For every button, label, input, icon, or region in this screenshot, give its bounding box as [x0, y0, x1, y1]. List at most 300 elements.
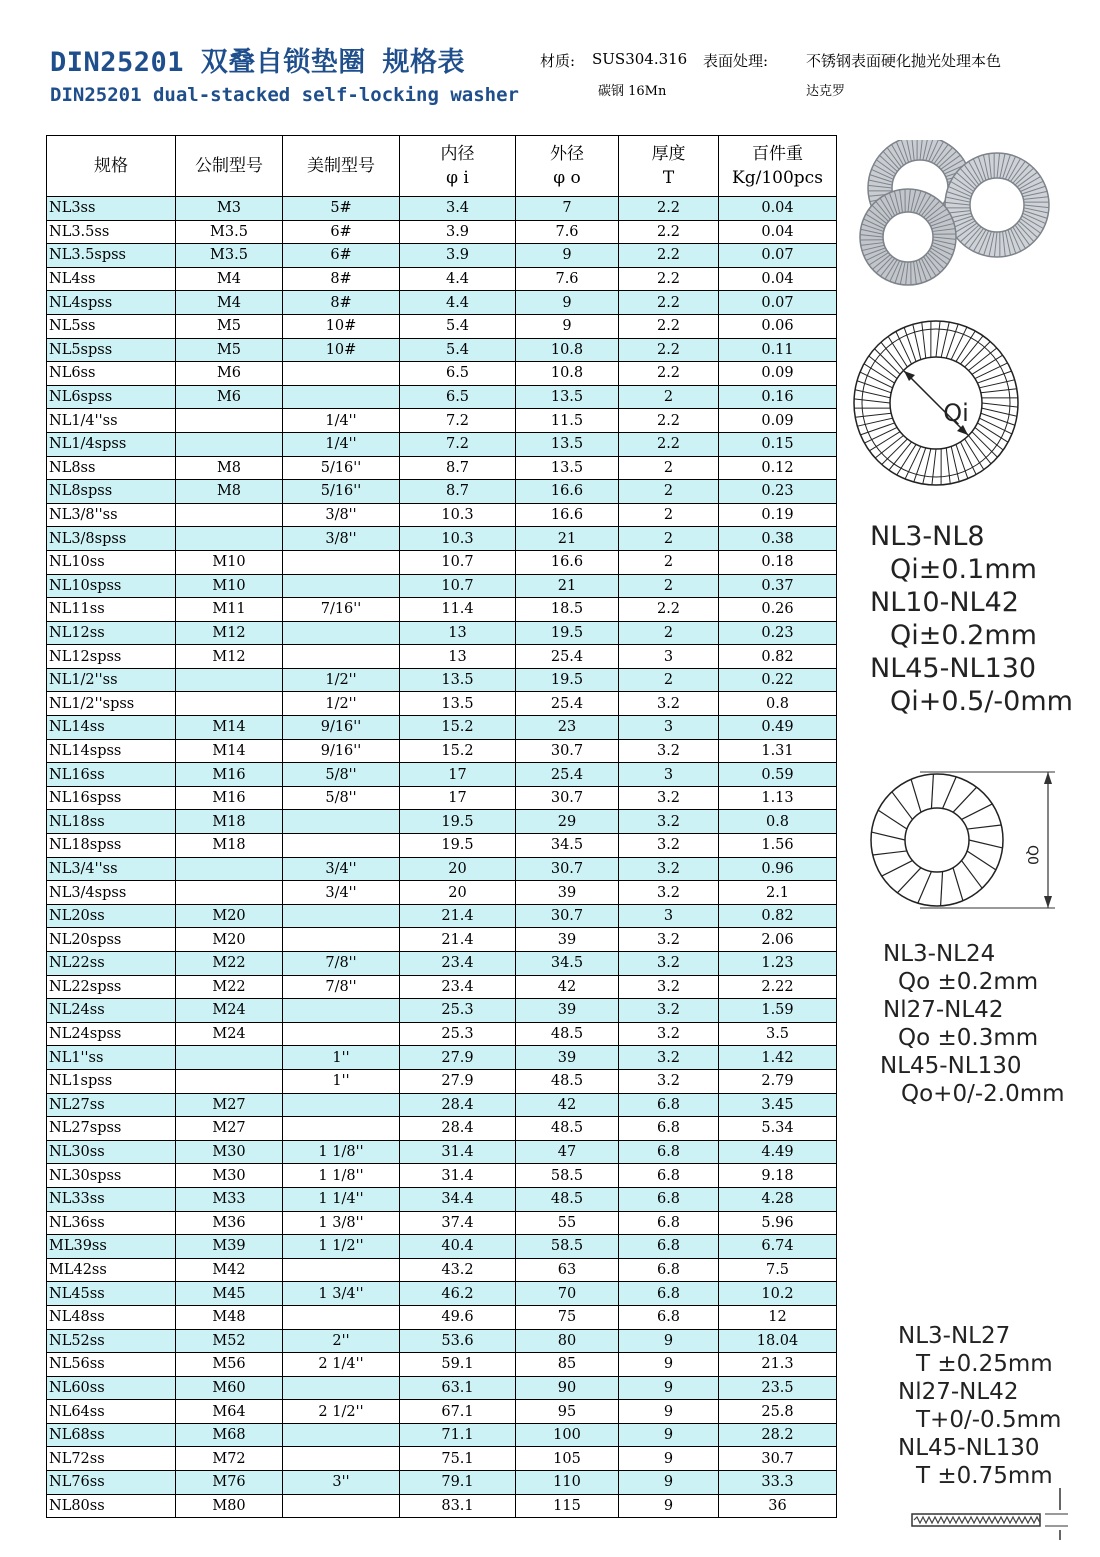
table-cell: 3.9 — [400, 244, 516, 268]
note-line: T+0/-0.5mm — [916, 1407, 1062, 1433]
table-cell: 3.2 — [619, 857, 719, 881]
table-cell: 2.2 — [619, 267, 719, 291]
table-cell: 31.4 — [400, 1164, 516, 1188]
table-cell: ML42ss — [47, 1258, 176, 1282]
table-row — [47, 220, 837, 244]
table-row — [47, 975, 837, 999]
note-line: NL45-NL130 — [880, 1053, 1022, 1079]
table-cell: 16.6 — [516, 503, 619, 527]
table-cell: M20 — [176, 928, 283, 952]
table-cell: NL48ss — [47, 1305, 176, 1329]
table-cell: 0.26 — [719, 598, 837, 622]
table-cell: 49.6 — [400, 1305, 516, 1329]
table-cell: 80 — [516, 1329, 619, 1353]
table-row — [47, 881, 837, 905]
material-label: 材质: — [540, 52, 576, 70]
table-cell: NL10ss — [47, 550, 176, 574]
table-cell — [283, 904, 400, 928]
table-cell: NL52ss — [47, 1329, 176, 1353]
table-cell: M3.5 — [176, 220, 283, 244]
table-cell: 5.34 — [719, 1117, 837, 1141]
table-cell: 4.4 — [400, 291, 516, 315]
note-line: NL3-NL8 — [870, 521, 985, 552]
table-cell: 85 — [516, 1353, 619, 1377]
table-cell: 17 — [400, 786, 516, 810]
table-cell: 0.22 — [719, 668, 837, 692]
table-cell: 33.3 — [719, 1471, 837, 1495]
washer-thickness-drawing-icon — [912, 1488, 1068, 1540]
table-body — [47, 197, 837, 1518]
table-row — [47, 739, 837, 763]
table-cell: 9 — [516, 244, 619, 268]
table-cell: 19.5 — [400, 834, 516, 858]
table-cell — [283, 1423, 400, 1447]
table-cell: NL3.5spss — [47, 244, 176, 268]
table-cell: 46.2 — [400, 1282, 516, 1306]
table-cell: NL11ss — [47, 598, 176, 622]
table-cell: 10.3 — [400, 503, 516, 527]
table-cell: 5.4 — [400, 314, 516, 338]
table-cell: 1'' — [283, 1046, 400, 1070]
table-row — [47, 1164, 837, 1188]
table-cell: 70 — [516, 1282, 619, 1306]
table-cell: 7.5 — [719, 1258, 837, 1282]
table-cell: M30 — [176, 1164, 283, 1188]
table-cell: 2 — [619, 527, 719, 551]
table-row — [47, 1211, 837, 1235]
table-cell: NL4ss — [47, 267, 176, 291]
table-row — [47, 857, 837, 881]
note-line: Qo+0/-2.0mm — [901, 1081, 1065, 1107]
table-cell: M10 — [176, 574, 283, 598]
table-cell: 2.2 — [619, 291, 719, 315]
table-cell: M27 — [176, 1093, 283, 1117]
table-cell: 16.6 — [516, 480, 619, 504]
table-row — [47, 1400, 837, 1424]
washer-qo-drawing-icon — [871, 772, 1055, 908]
table-cell: NL72ss — [47, 1447, 176, 1471]
table-cell: 0.04 — [719, 267, 837, 291]
table-cell: NL33ss — [47, 1187, 176, 1211]
table-cell: 23 — [516, 716, 619, 740]
table-cell: 1.59 — [719, 999, 837, 1023]
note-line: Qo ±0.3mm — [898, 1025, 1039, 1051]
table-cell: 31.4 — [400, 1140, 516, 1164]
note-line: Qi±0.1mm — [890, 554, 1037, 585]
table-cell: 0.16 — [719, 385, 837, 409]
table-row — [47, 1117, 837, 1141]
table-cell: NL14ss — [47, 716, 176, 740]
table-cell: NL6ss — [47, 362, 176, 386]
table-row — [47, 1305, 837, 1329]
table-cell — [283, 928, 400, 952]
table-cell: NL8ss — [47, 456, 176, 480]
table-cell: M39 — [176, 1235, 283, 1259]
table-cell: 4.4 — [400, 267, 516, 291]
table-cell: 21.4 — [400, 904, 516, 928]
table-cell: 6.8 — [619, 1164, 719, 1188]
table-cell: M80 — [176, 1494, 283, 1518]
table-cell: 0.49 — [719, 716, 837, 740]
table-row — [47, 244, 837, 268]
table-cell: 6.74 — [719, 1235, 837, 1259]
table-header-row — [47, 136, 837, 197]
table-row — [47, 598, 837, 622]
table-cell: 3 — [619, 716, 719, 740]
note-line: NL3-NL27 — [898, 1323, 1011, 1349]
table-cell: 21 — [516, 527, 619, 551]
table-cell: 115 — [516, 1494, 619, 1518]
table-cell: 2.2 — [619, 338, 719, 362]
table-cell: 23.4 — [400, 975, 516, 999]
table-cell: 23.4 — [400, 952, 516, 976]
note-line: Nl27-NL42 — [898, 1379, 1019, 1405]
table-cell: M72 — [176, 1447, 283, 1471]
table-row — [47, 668, 837, 692]
table-cell — [283, 1093, 400, 1117]
table-cell — [176, 1046, 283, 1070]
table-cell: M30 — [176, 1140, 283, 1164]
table-cell: 95 — [516, 1400, 619, 1424]
table-row — [47, 1353, 837, 1377]
table-cell: 90 — [516, 1376, 619, 1400]
table-cell: 8.7 — [400, 456, 516, 480]
table-cell: M18 — [176, 834, 283, 858]
table-cell: NL12ss — [47, 621, 176, 645]
table-cell: 3.2 — [619, 881, 719, 905]
table-cell — [283, 999, 400, 1023]
table-cell: M18 — [176, 810, 283, 834]
table-cell: 13 — [400, 621, 516, 645]
table-cell: 1.42 — [719, 1046, 837, 1070]
table-cell: M4 — [176, 267, 283, 291]
table-cell: 2 — [619, 385, 719, 409]
table-cell: 18.04 — [719, 1329, 837, 1353]
table-cell: 8# — [283, 267, 400, 291]
table-cell: 0.18 — [719, 550, 837, 574]
table-cell: 39 — [516, 928, 619, 952]
table-cell: M27 — [176, 1117, 283, 1141]
table-cell: NL27spss — [47, 1117, 176, 1141]
table-cell: 6.8 — [619, 1187, 719, 1211]
table-cell: 6.8 — [619, 1305, 719, 1329]
table-cell: NL16ss — [47, 763, 176, 787]
table-cell: 9 — [619, 1400, 719, 1424]
table-cell: M20 — [176, 904, 283, 928]
table-cell — [283, 1447, 400, 1471]
table-row — [47, 645, 837, 669]
table-row — [47, 362, 837, 386]
table-cell: 9 — [619, 1471, 719, 1495]
table-cell — [283, 645, 400, 669]
table-cell: 2 — [619, 480, 719, 504]
table-cell: 9.18 — [719, 1164, 837, 1188]
table-cell: 6.8 — [619, 1282, 719, 1306]
table-cell: NL60ss — [47, 1376, 176, 1400]
table-cell: 2 — [619, 621, 719, 645]
table-cell: 3.2 — [619, 810, 719, 834]
table-cell: NL5spss — [47, 338, 176, 362]
table-cell: NL1spss — [47, 1069, 176, 1093]
table-cell: 0.12 — [719, 456, 837, 480]
table-cell: M5 — [176, 314, 283, 338]
table-cell: 4.49 — [719, 1140, 837, 1164]
table-cell: 17 — [400, 763, 516, 787]
table-row — [47, 574, 837, 598]
table-cell: 39 — [516, 1046, 619, 1070]
table-cell: 3 — [619, 904, 719, 928]
table-cell: NL80ss — [47, 1494, 176, 1518]
table-cell — [176, 692, 283, 716]
table-cell: 25.4 — [516, 645, 619, 669]
table-cell: NL36ss — [47, 1211, 176, 1235]
table-cell: NL1/4''ss — [47, 409, 176, 433]
page-title: DIN25201 双叠自锁垫圈 规格表 — [50, 47, 466, 78]
table-cell: M33 — [176, 1187, 283, 1211]
table-cell: 6# — [283, 220, 400, 244]
table-cell: 59.1 — [400, 1353, 516, 1377]
table-cell — [176, 409, 283, 433]
table-cell: 0.04 — [719, 220, 837, 244]
table-cell: M6 — [176, 385, 283, 409]
table-cell: NL3.5ss — [47, 220, 176, 244]
table-cell: 1 3/8'' — [283, 1211, 400, 1235]
table-cell: 25.3 — [400, 999, 516, 1023]
table-row — [47, 1140, 837, 1164]
table-cell: 15.2 — [400, 739, 516, 763]
table-cell: 19.5 — [400, 810, 516, 834]
table-cell: 3.2 — [619, 834, 719, 858]
table-row — [47, 1046, 837, 1070]
table-cell — [176, 857, 283, 881]
table-cell: 7/8'' — [283, 952, 400, 976]
table-cell: 1 1/4'' — [283, 1187, 400, 1211]
table-cell: M60 — [176, 1376, 283, 1400]
table-cell: 7.6 — [516, 267, 619, 291]
table-cell: M56 — [176, 1353, 283, 1377]
table-cell: M12 — [176, 645, 283, 669]
table-cell: 2 — [619, 503, 719, 527]
table-cell: M5 — [176, 338, 283, 362]
table-cell: 13 — [400, 645, 516, 669]
table-cell: 47 — [516, 1140, 619, 1164]
table-cell: 10.7 — [400, 574, 516, 598]
table-cell: 3'' — [283, 1471, 400, 1495]
surface-label: 表面处理: — [703, 52, 769, 70]
table-cell: 75.1 — [400, 1447, 516, 1471]
table-cell: 3.2 — [619, 1069, 719, 1093]
table-cell: 21 — [516, 574, 619, 598]
table-cell: 21.4 — [400, 928, 516, 952]
table-cell: 20 — [400, 881, 516, 905]
table-cell — [283, 550, 400, 574]
table-cell: 0.82 — [719, 904, 837, 928]
table-cell: 1 1/8'' — [283, 1140, 400, 1164]
table-cell: 3.2 — [619, 1046, 719, 1070]
table-cell: 3/8'' — [283, 527, 400, 551]
note-line: Qi+0.5/-0mm — [890, 686, 1073, 717]
table-cell: 39 — [516, 881, 619, 905]
table-cell — [283, 574, 400, 598]
table-cell: 0.07 — [719, 291, 837, 315]
table-cell: M8 — [176, 456, 283, 480]
table-cell: 21.3 — [719, 1353, 837, 1377]
table-cell: 83.1 — [400, 1494, 516, 1518]
table-cell: 6.8 — [619, 1211, 719, 1235]
table-cell: 30.7 — [516, 857, 619, 881]
table-cell: 79.1 — [400, 1471, 516, 1495]
table-cell — [283, 1376, 400, 1400]
table-cell: M22 — [176, 952, 283, 976]
table-row — [47, 834, 837, 858]
table-cell: 3 — [619, 645, 719, 669]
table-cell: 5# — [283, 197, 400, 221]
table-cell: 1/4'' — [283, 409, 400, 433]
table-cell: NL3/8spss — [47, 527, 176, 551]
table-cell: 67.1 — [400, 1400, 516, 1424]
table-cell: NL64ss — [47, 1400, 176, 1424]
column-header: 外径 φ o — [516, 136, 619, 197]
table-cell — [283, 621, 400, 645]
note-line: Qo ±0.2mm — [898, 969, 1039, 995]
table-cell: 75 — [516, 1305, 619, 1329]
table-cell: NL5ss — [47, 314, 176, 338]
table-cell: 8.7 — [400, 480, 516, 504]
table-cell: 0.04 — [719, 197, 837, 221]
table-cell — [176, 527, 283, 551]
table-cell: 2.2 — [619, 409, 719, 433]
table-cell: 6.5 — [400, 385, 516, 409]
table-cell: 3.5 — [719, 1022, 837, 1046]
table-cell: 10# — [283, 338, 400, 362]
table-cell: 48.5 — [516, 1022, 619, 1046]
table-cell: M8 — [176, 480, 283, 504]
table-row — [47, 999, 837, 1023]
table-cell — [283, 1022, 400, 1046]
table-cell: 0.19 — [719, 503, 837, 527]
table-cell: 1 3/4'' — [283, 1282, 400, 1306]
table-cell — [176, 432, 283, 456]
table-cell: 13.5 — [516, 456, 619, 480]
table-cell: 1 1/8'' — [283, 1164, 400, 1188]
table-cell: 3.2 — [619, 739, 719, 763]
table-cell: 18.5 — [516, 598, 619, 622]
table-cell: 0.23 — [719, 621, 837, 645]
note-line: NL10-NL42 — [870, 587, 1019, 618]
table-cell: 105 — [516, 1447, 619, 1471]
table-cell: 48.5 — [516, 1117, 619, 1141]
qi-tolerance-notes — [870, 520, 1073, 718]
column-header: 百件重 Kg/100pcs — [719, 136, 837, 197]
table-cell: 13.5 — [400, 692, 516, 716]
column-header: 规格 — [47, 136, 176, 197]
table-cell — [176, 881, 283, 905]
t-tolerance-notes — [898, 1322, 1061, 1490]
table-cell: M24 — [176, 1022, 283, 1046]
table-cell: 6.8 — [619, 1117, 719, 1141]
table-row — [47, 197, 837, 221]
table-cell: 3.2 — [619, 952, 719, 976]
table-cell: 2.22 — [719, 975, 837, 999]
table-cell: 10.8 — [516, 362, 619, 386]
table-cell: M14 — [176, 739, 283, 763]
table-cell: 37.4 — [400, 1211, 516, 1235]
table-row — [47, 480, 837, 504]
table-cell: 36 — [719, 1494, 837, 1518]
table-cell: 0.23 — [719, 480, 837, 504]
table-cell: M45 — [176, 1282, 283, 1306]
table-cell: 6.8 — [619, 1235, 719, 1259]
table-cell: M14 — [176, 716, 283, 740]
table-cell: 1/2'' — [283, 668, 400, 692]
table-cell: 30.7 — [516, 739, 619, 763]
table-row — [47, 1471, 837, 1495]
table-row — [47, 1494, 837, 1518]
table-cell: 3.4 — [400, 197, 516, 221]
table-cell: 6.8 — [619, 1093, 719, 1117]
spec-table — [46, 135, 837, 1518]
table-row — [47, 456, 837, 480]
table-cell: 1/4'' — [283, 432, 400, 456]
table-cell — [176, 1069, 283, 1093]
table-cell: M24 — [176, 999, 283, 1023]
table-cell: 53.6 — [400, 1329, 516, 1353]
table-cell: 1.31 — [719, 739, 837, 763]
table-cell: 11.5 — [516, 409, 619, 433]
table-cell: NL1/4spss — [47, 432, 176, 456]
table-cell: 7/8'' — [283, 975, 400, 999]
table-cell: NL22ss — [47, 952, 176, 976]
table-cell: NL3ss — [47, 197, 176, 221]
table-cell: NL45ss — [47, 1282, 176, 1306]
table-cell — [176, 503, 283, 527]
table-cell: M11 — [176, 598, 283, 622]
table-cell: 2'' — [283, 1329, 400, 1353]
table-cell: 2.2 — [619, 197, 719, 221]
table-cell: 3/4'' — [283, 881, 400, 905]
table-cell: 25.3 — [400, 1022, 516, 1046]
table-cell: 0.38 — [719, 527, 837, 551]
table-cell: NL3/8''ss — [47, 503, 176, 527]
table-cell: 0.15 — [719, 432, 837, 456]
table-cell: NL3/4''ss — [47, 857, 176, 881]
table-cell: 6.8 — [619, 1140, 719, 1164]
table-row — [47, 1258, 837, 1282]
table-cell: 8# — [283, 291, 400, 315]
table-row — [47, 716, 837, 740]
table-cell: NL8spss — [47, 480, 176, 504]
table-cell: M3 — [176, 197, 283, 221]
table-cell: M64 — [176, 1400, 283, 1424]
table-cell: 3.2 — [619, 999, 719, 1023]
table-cell: 3.2 — [619, 786, 719, 810]
table-cell: 0.59 — [719, 763, 837, 787]
table-cell: NL56ss — [47, 1353, 176, 1377]
table-cell: 42 — [516, 975, 619, 999]
table-cell: 5/16'' — [283, 480, 400, 504]
table-cell: 100 — [516, 1423, 619, 1447]
table-cell: 1.23 — [719, 952, 837, 976]
table-cell: 2.2 — [619, 314, 719, 338]
column-header: 公制型号 — [176, 136, 283, 197]
table-cell: NL18ss — [47, 810, 176, 834]
table-cell: NL10spss — [47, 574, 176, 598]
table-cell — [176, 668, 283, 692]
table-cell: 58.5 — [516, 1164, 619, 1188]
table-cell: 2.2 — [619, 362, 719, 386]
table-cell: 0.8 — [719, 810, 837, 834]
table-cell: 15.2 — [400, 716, 516, 740]
